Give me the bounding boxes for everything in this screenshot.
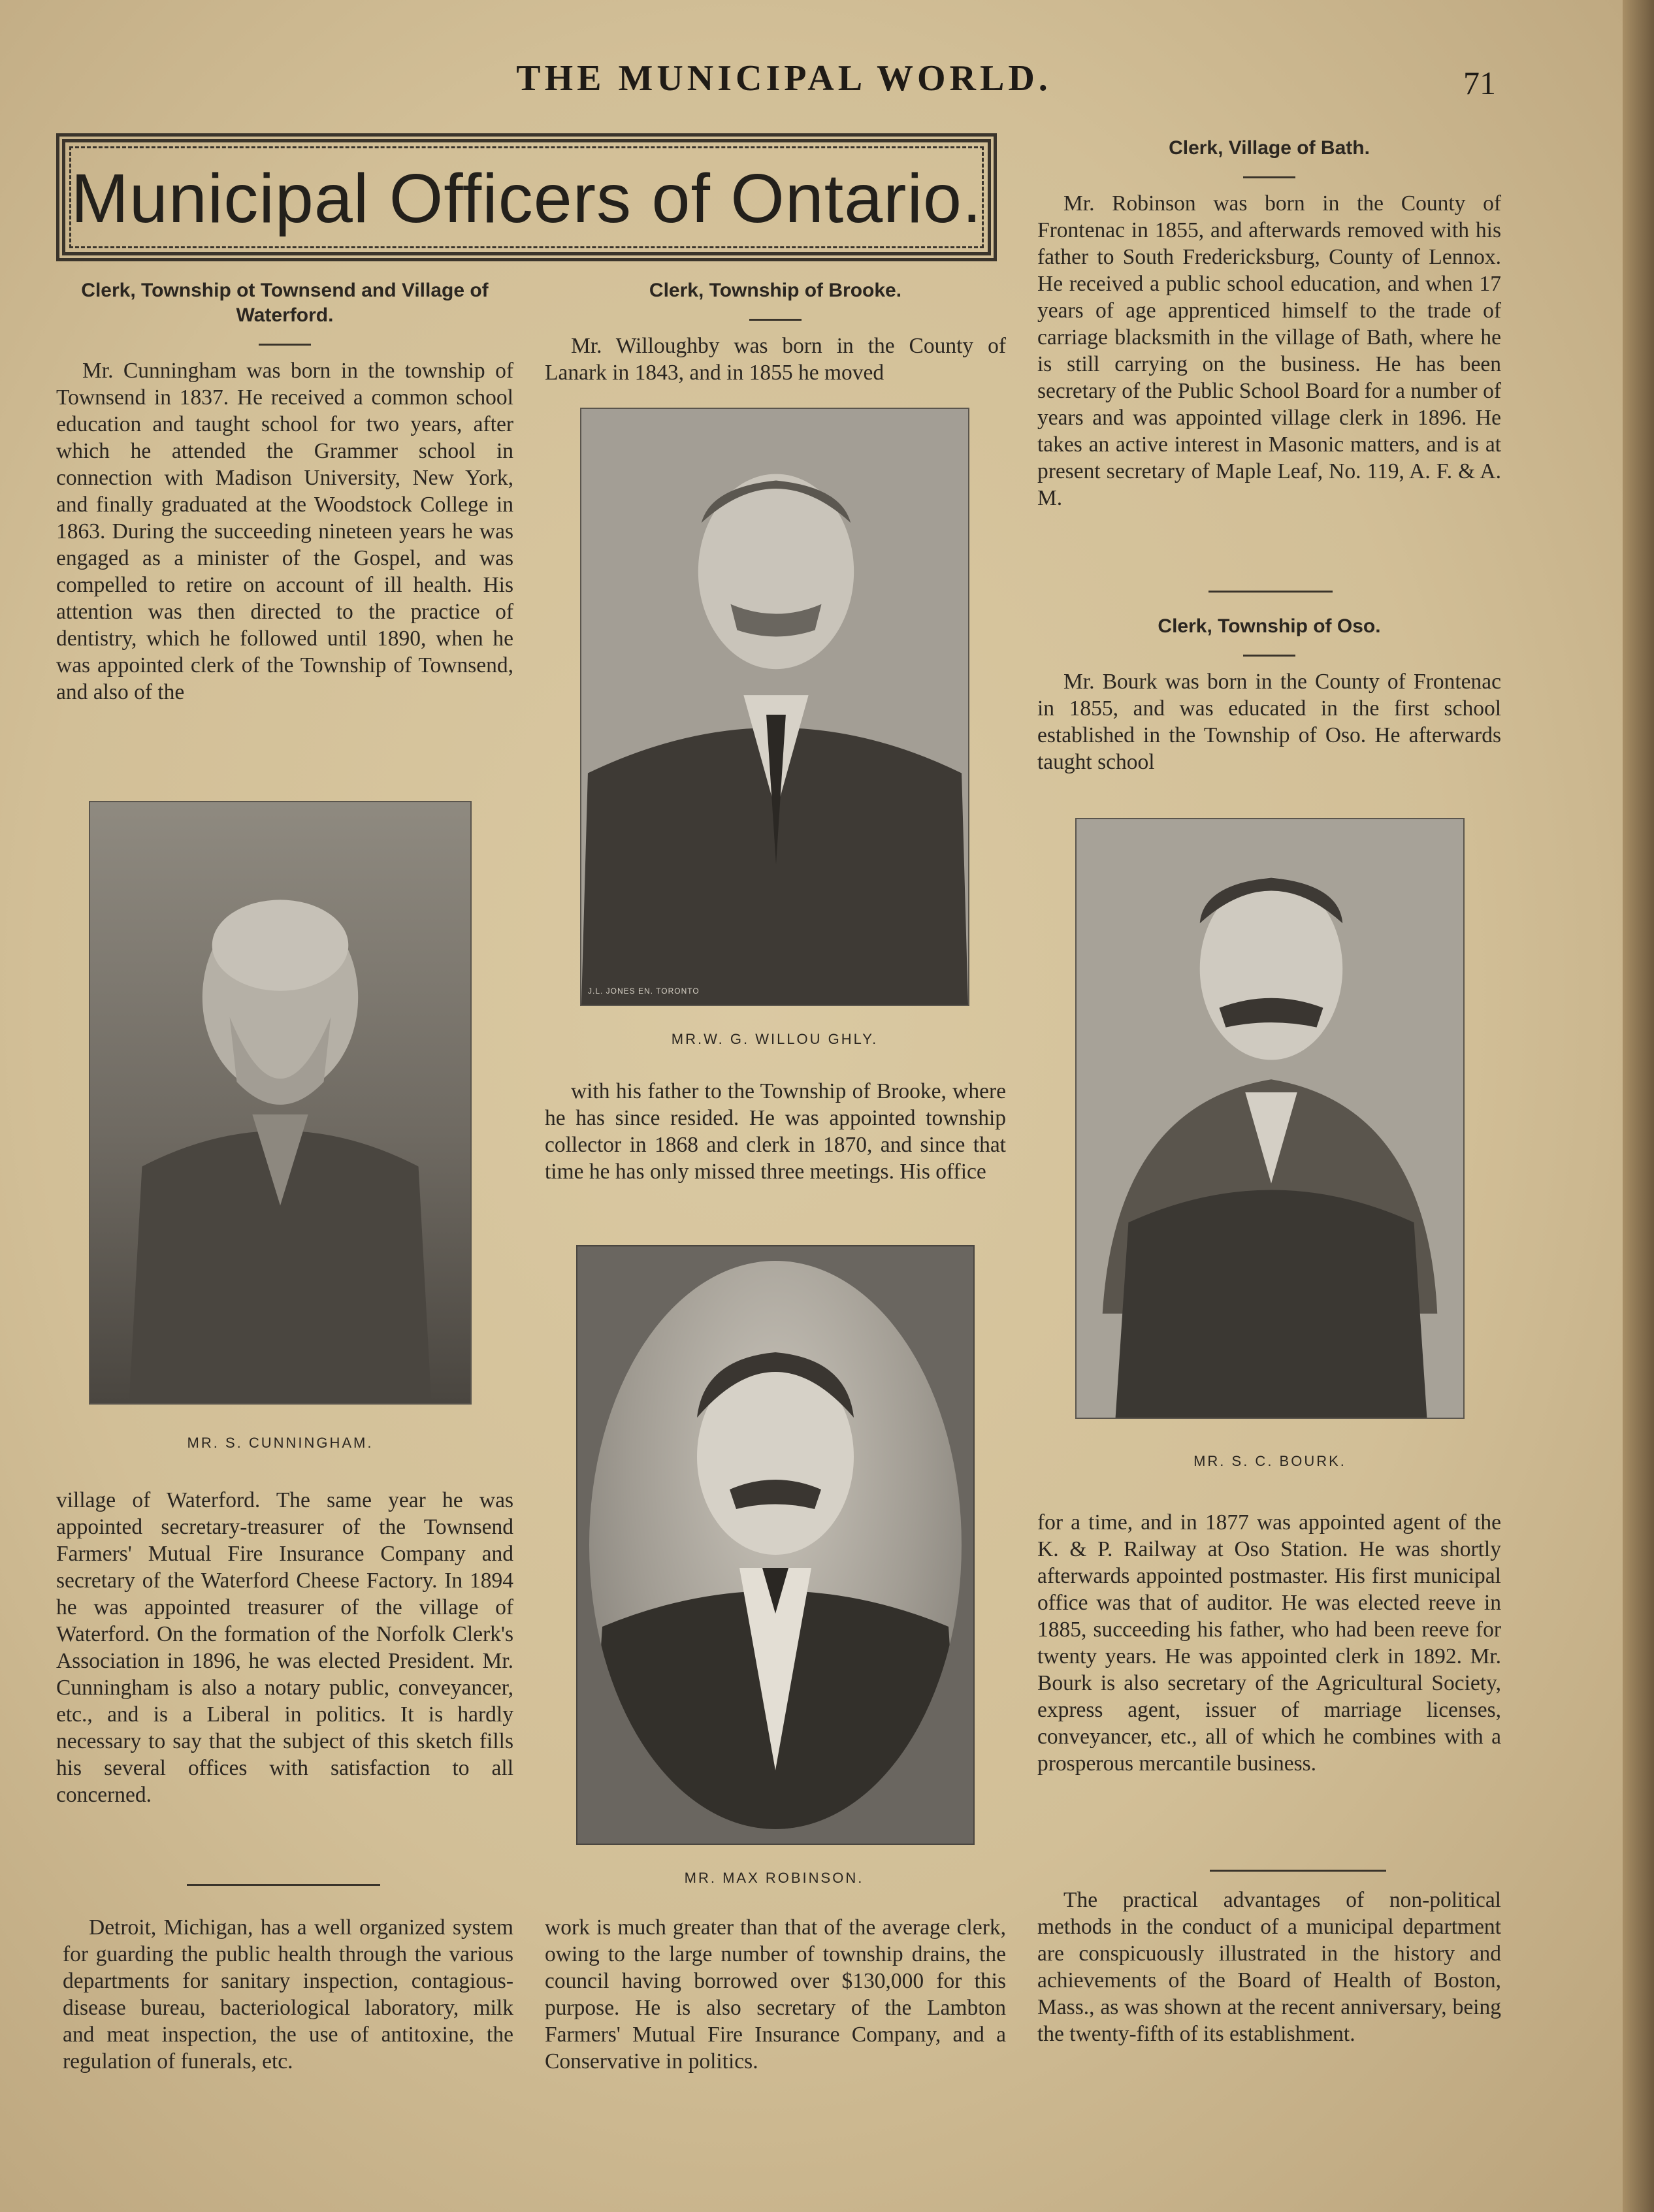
caption-willoughby: MR.W. G. WILLOU GHLY. [671, 1031, 879, 1047]
col3-heading-1: Clerk, Village of Bath. [1169, 137, 1370, 159]
col2-paragraph-2: with his father to the Township of Brooke, where he has since resided. He was appointed township collector in 1868 and clerk in 1870, and since that time he has only missed three meetings. His office [545, 1079, 1006, 1184]
column-2 [545, 278, 1006, 386]
column-2-bottom [545, 1914, 1006, 2075]
engraver-stamp: J.L. JONES EN. TORONTO [588, 986, 700, 996]
column-3 [1037, 136, 1501, 512]
section-divider [187, 1884, 380, 1886]
divider [1243, 655, 1295, 657]
publication-header: THE MUNICIPAL WORLD. [516, 58, 1052, 99]
column-3-continued [1037, 1509, 1501, 1777]
caption-bourk: MR. S. C. BOURK. [1193, 1453, 1346, 1469]
col3-paragraph-4: The practical advantages of non-political methods in the conduct of a municipal department are conspicuously illustrated in the history and achievements of the Board of Health of Boston, Mass., as was shown at the recent anniversary, being the twenty-fifth of its establishment. [1037, 1888, 1501, 2046]
col1-paragraph-1: Mr. Cunningham was born in the township of Townsend in 1837. He received a common school education and taught school for two years, after which he attended the Grammer school in connection with Madison University, New York, and finally graduated at the Woodstock College in 1863. During the succeeding nineteen years he was engaged as a minister of the Gospel, and was compelled to retire on account of ill health. His attention was then directed to the practice of dentistry, which he followed until 1890, when he was appointed clerk of the Township of Townsend, and also of the [56, 359, 513, 704]
col1-heading: Clerk, Township ot Townsend and Village of Waterford. [81, 280, 489, 326]
column-2-middle [545, 1078, 1006, 1185]
section-divider [1210, 1870, 1386, 1872]
column-1-bottom [63, 1914, 513, 2075]
portrait-willoughby [580, 408, 969, 1006]
caption-robinson: MR. MAX ROBINSON. [684, 1870, 864, 1886]
col1-paragraph-3: Detroit, Michigan, has a well organized system for guarding the public health through the various departments for sanitary inspection, contagious-disease bureau, bacteriological laboratory, milk and meat inspection, the use of antitoxine, the regulation of funerals, etc. [63, 1915, 513, 2074]
binding-edge [1623, 0, 1654, 2212]
column-1-continued [56, 1487, 513, 1808]
title-frame [56, 133, 997, 261]
column-3-oso [1037, 614, 1501, 775]
portrait-bourk [1075, 818, 1465, 1419]
portrait-robinson [589, 1261, 962, 1829]
portrait-cunningham [89, 801, 472, 1405]
caption-cunningham: MR. S. CUNNINGHAM. [187, 1435, 374, 1451]
col3-paragraph-3: for a time, and in 1877 was appointed agent of the K. & P. Railway at Oso Station. He was shortly afterwards appointed postmaster. His first municipal office was that of auditor. He was elected reeve in 1885, succeeding his father, who had been reeve for twenty years. He was appointed clerk in 1892. Mr. Bourk is also secretary of the Agricultural Society, express agent, issuer of marriage licenses, conveyancer, etc., all of which he combines with a prosperous mercantile business. [1037, 1510, 1501, 1776]
column-3-bottom [1037, 1887, 1501, 2047]
page-number: 71 [1463, 65, 1496, 101]
col2-heading: Clerk, Township of Brooke. [649, 280, 902, 301]
col2-paragraph-1: Mr. Willoughby was born in the County of Lanark in 1843, and in 1855 he moved [545, 334, 1006, 385]
col1-paragraph-2: village of Waterford. The same year he was appointed secretary-treasurer of the Townsend Farmers' Mutual Fire Insurance Company and secretary of the Waterford Cheese Factory. In 1894 he was appointed treasurer of the village of Waterford. On the formation of the Norfolk Clerk's Association in 1896, he was elected President. Mr. Cunningham is also a notary public, conveyancer, etc., and is a Liberal in politics. It is hardly necessary to say that the subject of this sketch fills his several offices with satisfaction to all concerned. [56, 1488, 513, 1807]
page-title: Municipal Officers of Ontario. [71, 160, 982, 237]
col3-paragraph-2: Mr. Bourk was born in the County of Frontenac in 1855, and was educated in the first school established in the Township of Oso. He afterwards taught school [1037, 670, 1501, 774]
col3-paragraph-1: Mr. Robinson was born in the County of Frontenac in 1855, and afterwards removed with his father to South Fredericksburg, County of Lennox. He received a public school education, and when 17 years of age apprenticed himself to the trade of carriage blacksmith in the village of Bath, where he is still carrying on the business. He has been secretary of the Public School Board for a number of years and was appointed village clerk in 1896. He takes an active interest in Masonic matters, and is at present secretary of Maple Leaf, No. 119, A. F. & A. M. [1037, 191, 1501, 510]
section-divider [1208, 591, 1333, 593]
column-1 [56, 278, 513, 706]
divider [259, 344, 311, 346]
portrait-robinson-frame [576, 1245, 975, 1845]
divider [1243, 176, 1295, 178]
col3-heading-2: Clerk, Township of Oso. [1158, 615, 1381, 637]
col2-paragraph-3: work is much greater than that of the average clerk, owing to the large number of township drains, the council having borrowed over $130,000 for this purpose. He is also secretary of the Lambton Farmers' Mutual Fire Insurance Company, and a Conservative in politics. [545, 1915, 1006, 2074]
divider [749, 319, 802, 321]
